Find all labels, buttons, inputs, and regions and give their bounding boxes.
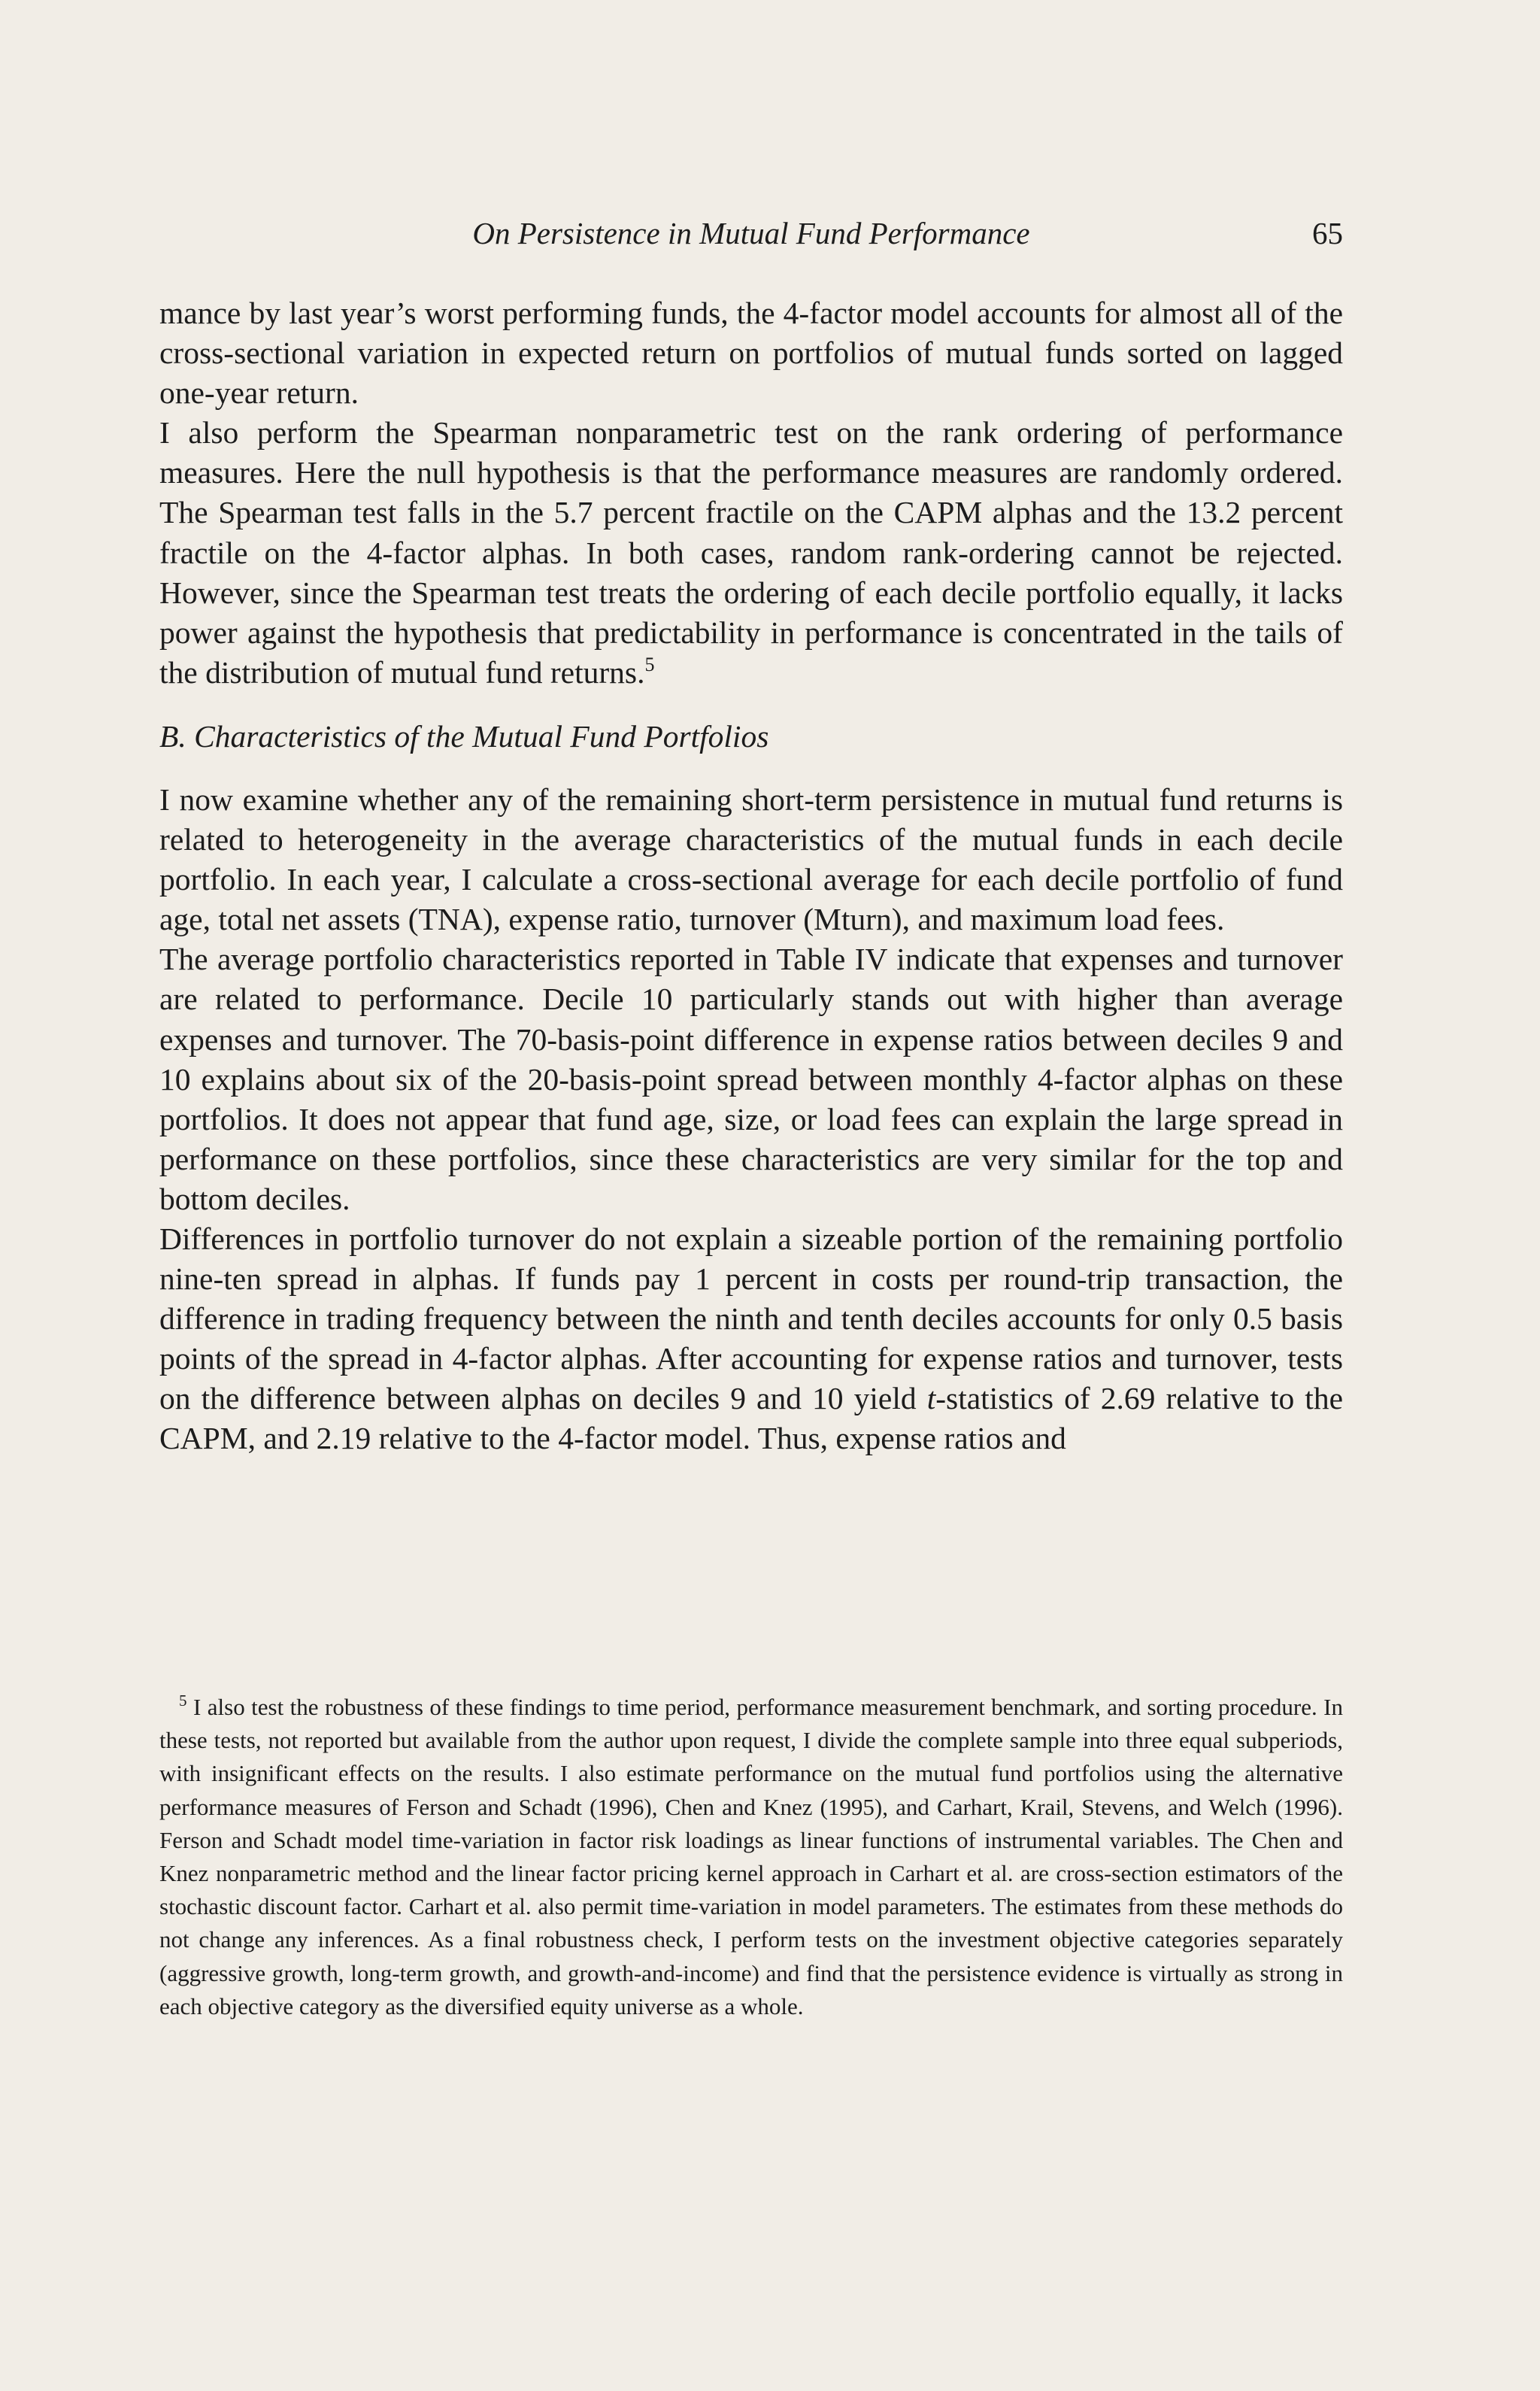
- paragraph-characteristics: I now examine whether any of the remaining short-term persistence in mutual fund returns is related to heterogeneity in the average characteristics of the mutual funds in each decile portfolio. In each year, I calculate a cross-sectional average for each decile portfolio of fund age, total net assets (TNA), expense ratio, turnover (Mturn), and maximum load fees.: [159, 781, 1343, 937]
- paragraph-turnover-text-b: -statistics of 2.69 relative to the CAPM, and 2.19 relative to the 4-factor model. Thus, expense ratios and: [159, 1381, 1344, 1456]
- footnote-ref-5[interactable]: 5: [644, 653, 655, 675]
- footnote-text: I also test the robustness of these findings to time period, performance measurement benchmark, and sorting procedure. In these tests, not reported but available from the author upon request, I divide the complete sample into three equal subperiods, with insignificant effects on the results. I also estimate performance on the mutual fund portfolios using the alternative performance measures of Ferson and Schadt (1996), Chen and Knez (1995), and Carhart, Krail, Stevens, and Welch (1996). Ferson and Schadt model time-variation in factor risk loadings as linear functions of instrumental variables. The Chen and Knez nonparametric method and the linear factor pricing kernel approach in Carhart et al. are cross-section estimators of the stochastic discount factor. Carhart et al. also permit time-variation in model parameters. The estimates from these methods do not change any inferences. As a final robustness check, I perform tests on the investment objective categories separately (aggressive growth, long-term growth, and growth-and-income) and find that the persistence evidence is virtually as strong in each objective category as the diversified equity universe as a whole.: [159, 1694, 1343, 2019]
- page-number: 65: [1312, 216, 1343, 250]
- paragraph-table-iv: The average portfolio characteristics reported in Table IV indicate that expenses and turnover are related to performance. Decile 10 particularly stands out with higher than average expenses and turnover. The 70-basis-point difference in expense ratios between deciles 9 and 10 explains about six of the 20-basis-point spread between monthly 4-factor alphas on these portfolios. It does not appear that fund age, size, or load fees can explain the large spread in performance on these portfolios, since these characteristics are very similar for the top and bottom deciles.: [159, 942, 1343, 1216]
- paragraph-turnover-text-a: Differences in portfolio turnover do not explain a sizeable portion of the remaining portfolio nine-ten spread in alphas. If funds pay 1 percent in costs per round-trip transaction, the difference in trading frequency between the ninth and tenth deciles accounts for only 0.5 basis points of the spread in 4-factor alphas. After accounting for expense ratios and turnover, tests on the difference between alphas on deciles 9 and 10 yield: [159, 1221, 1343, 1416]
- paragraph-turnover: [159, 1219, 1343, 1459]
- running-head: [159, 211, 1343, 256]
- paragraph-spearman-text: I also perform the Spearman nonparametric test on the rank ordering of performance measures. Here the null hypothesis is that the performance measures are randomly ordered. The Spearman test falls in the 5.7 percent fractile on the CAPM alphas and the 13.2 percent fractile on the 4-factor alphas. In both cases, random rank-ordering cannot be rejected. However, since the Spearman test treats the ordering of each decile portfolio equally, it lacks power against the hypothesis that predictability in performance is concentrated in the tails of the distribution of mutual fund returns.: [159, 415, 1343, 690]
- footnote-paragraph: [159, 1691, 1343, 2023]
- body-text: [159, 293, 1343, 1459]
- footnote-5: [159, 1691, 1343, 2023]
- running-title: On Persistence in Mutual Fund Performance: [472, 216, 1030, 250]
- paragraph-spearman-test: [159, 413, 1343, 693]
- footnote-mark: 5: [179, 1692, 187, 1710]
- section-heading: B. Characteristics of the Mutual Fund Portfolios: [159, 718, 769, 754]
- paragraph-continued: mance by last year’s worst performing funds, the 4-factor model accounts for almost all of the cross-sectional variation in expected return on portfolios of mutual funds sorted on lagged one-year return.: [159, 296, 1343, 411]
- t-statistic-symbol: t: [926, 1381, 936, 1416]
